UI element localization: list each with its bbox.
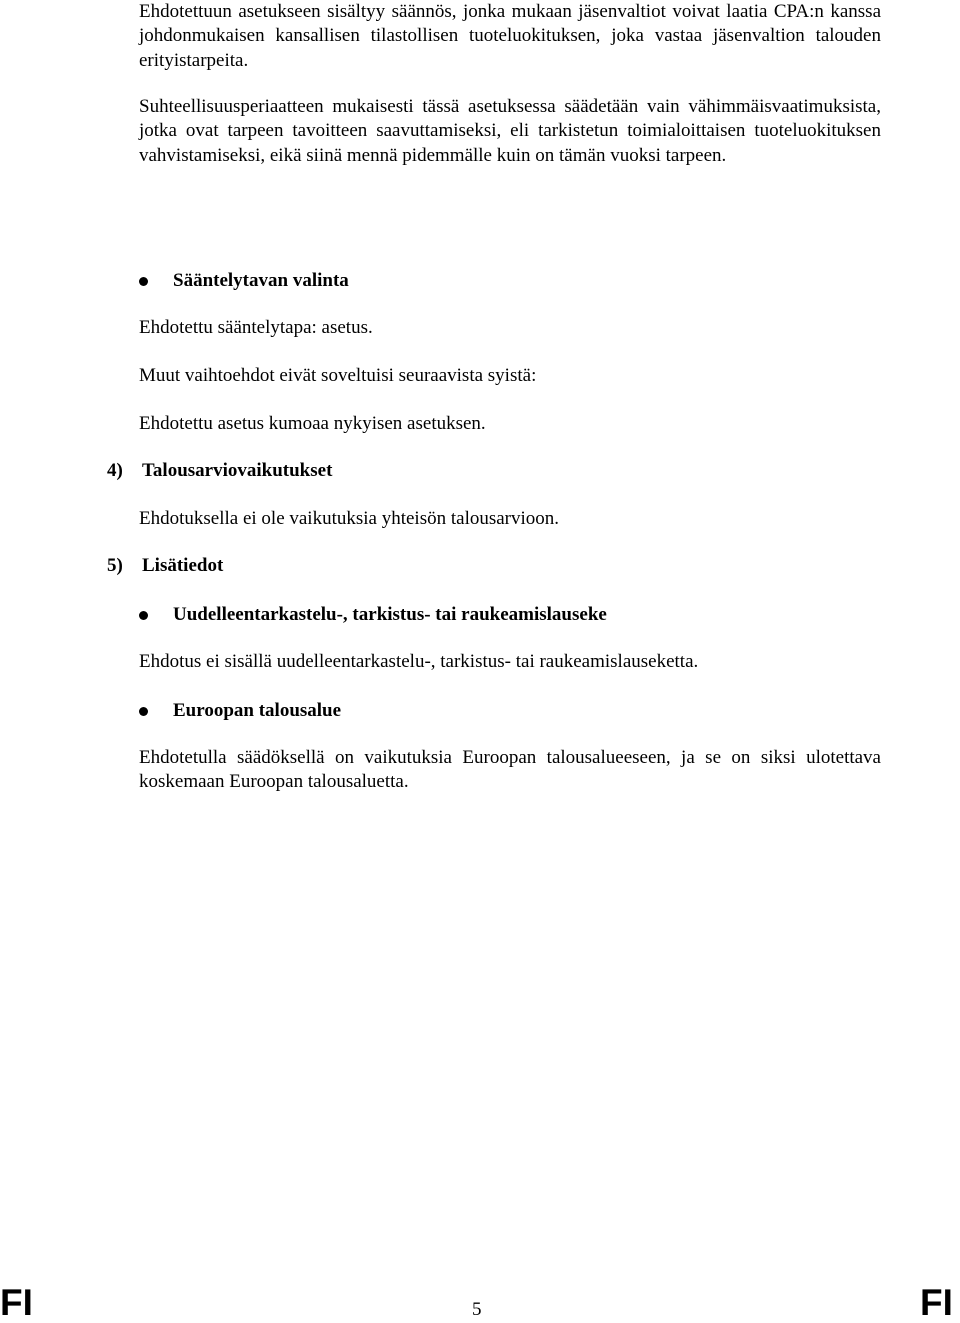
- budget-text: Ehdotuksella ei ole vaikutuksia yhteisön talousarvioon.: [139, 508, 560, 529]
- bullet-dot-icon: [139, 277, 148, 286]
- footer-language-mark-left: FI: [0, 1282, 33, 1323]
- bullet-heading: Uudelleentarkastelu-, tarkistus- tai raukeamislauseke: [173, 604, 607, 625]
- footer-language-mark-right: FI: [920, 1282, 953, 1323]
- section-title: Lisätiedot: [142, 555, 224, 576]
- paragraph-national-classification: Ehdotettuun asetukseen sisältyy säännös, jonka mukaan jäsenvaltiot voivat laatia CPA:n kanssa johdonmukaisen kansallisen tilastollisen tuoteluokituksen, joka vastaa jäsenvaltion talouden erityistarpeita.: [139, 1, 881, 71]
- bullet-heading: Sääntelytavan valinta: [173, 270, 349, 291]
- page-number: 5: [472, 1299, 482, 1320]
- bullet-dot-icon: [139, 707, 148, 716]
- eea-text: Ehdotetulla säädöksellä on vaikutuksia Euroopan talousalueeseen, ja se on siksi ulotettava koskemaan Euroopan talousaluetta.: [139, 747, 881, 793]
- bullet-heading: Euroopan talousalue: [173, 700, 342, 721]
- alternatives-intro-text: Muut vaihtoehdot eivät soveltuisi seuraavista syistä:: [139, 365, 537, 386]
- repeal-text: Ehdotettu asetus kumoaa nykyisen asetuksen.: [139, 413, 486, 434]
- section-number: 4): [107, 460, 123, 481]
- review-clause-text: Ehdotus ei sisällä uudelleentarkastelu-, tarkistus- tai raukeamislauseketta.: [139, 651, 699, 672]
- section-title: Talousarviovaikutukset: [142, 460, 333, 481]
- paragraph-proportionality: Suhteellisuusperiaatteen mukaisesti tässä asetuksessa säädetään vain vähimmäisvaatimuksista, jotka ovat tarpeen tavoitteen saavuttamiseksi, eli tarkistetun toimialoittaisen tuoteluokituksen vahvistamiseksi, eikä siinä mennä pidemmälle kuin on tämän vuoksi tarpeen.: [139, 96, 881, 166]
- section-number: 5): [107, 555, 123, 576]
- bullet-dot-icon: [139, 611, 148, 620]
- proposed-method-text: Ehdotettu sääntelytapa: asetus.: [139, 317, 373, 338]
